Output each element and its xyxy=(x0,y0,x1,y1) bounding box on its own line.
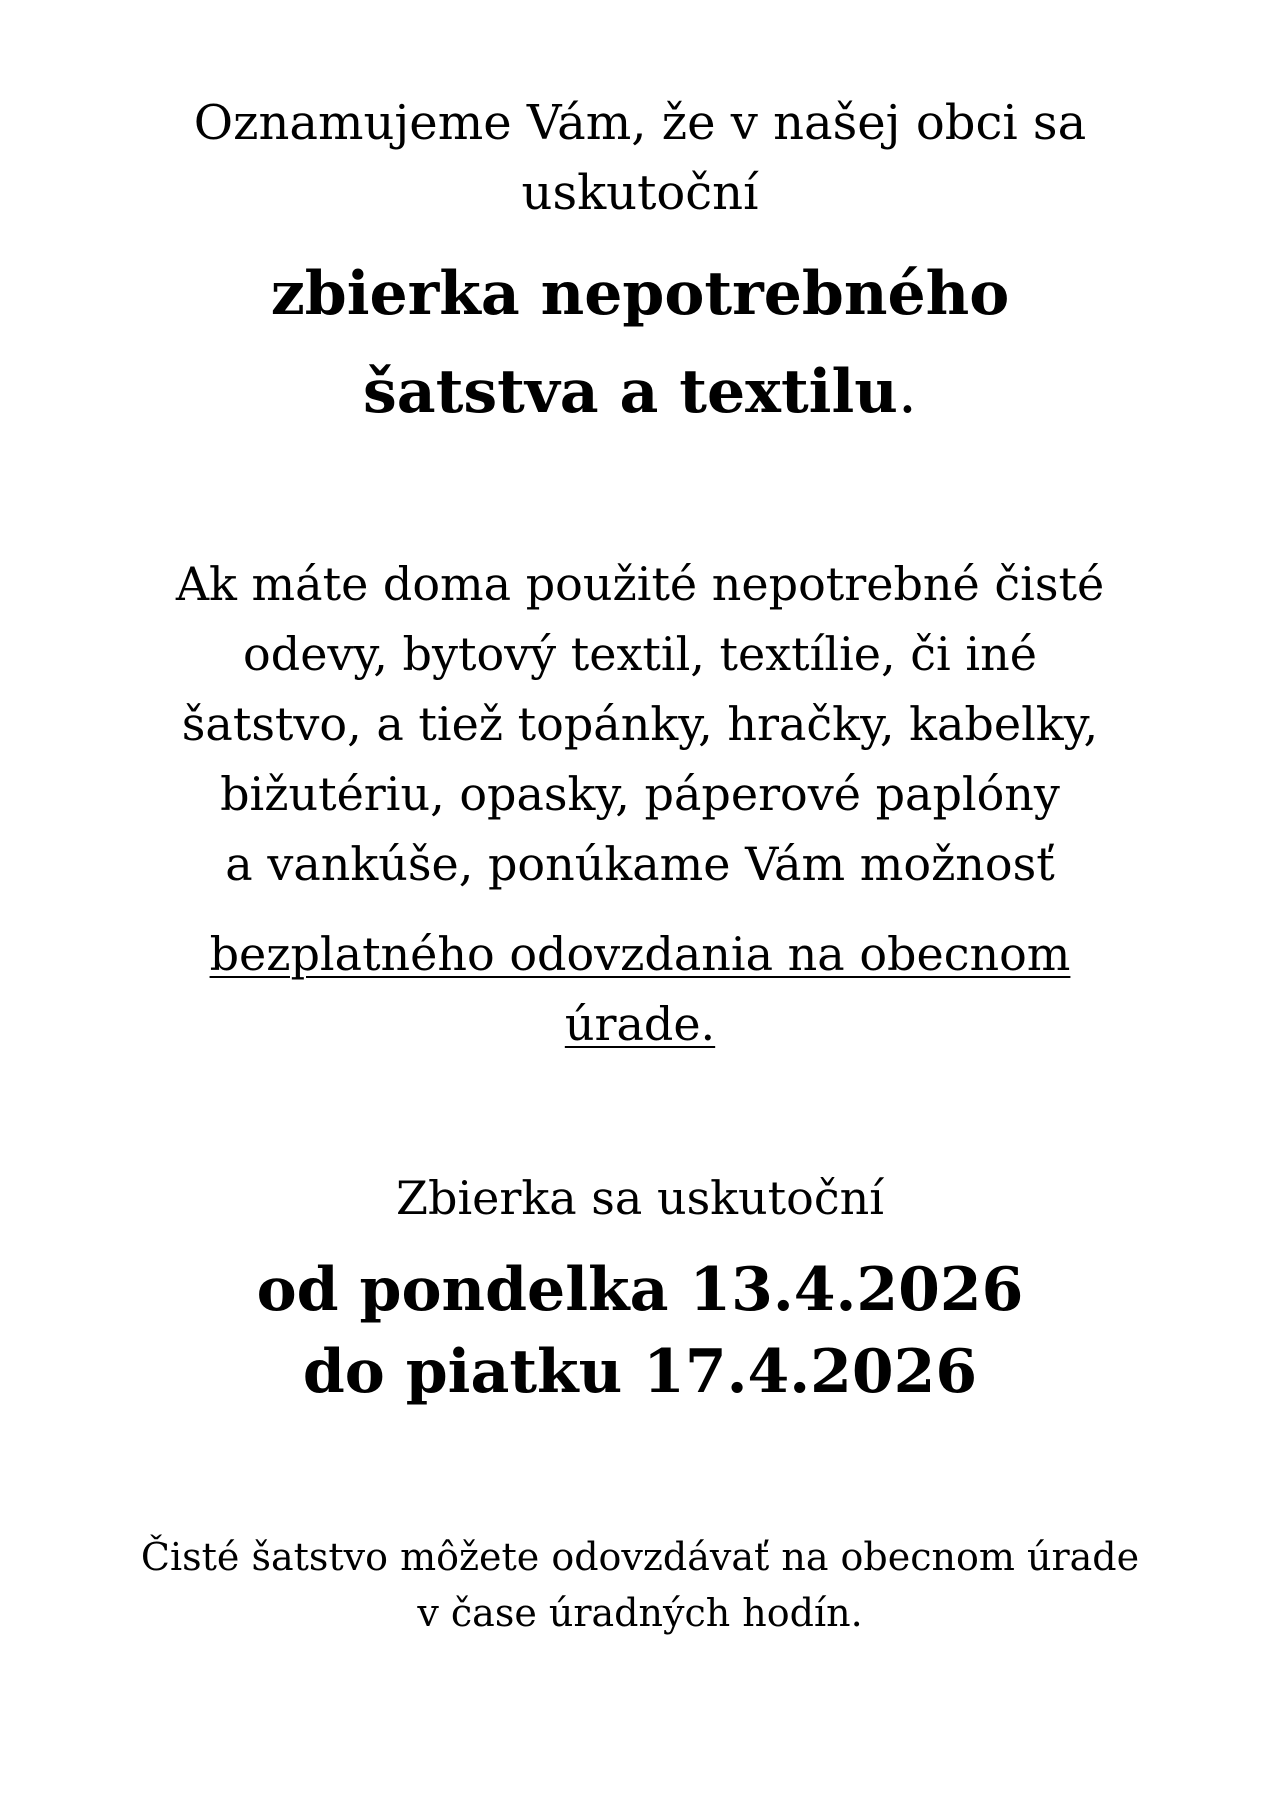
footer-line-1: Čisté šatstvo môžete odovzdávať na obecnom úrade xyxy=(140,1535,1140,1579)
offer-text-2: úrade. xyxy=(564,997,716,1051)
body-line-3: šatstvo, a tiež topánky, hračky, kabelky, xyxy=(181,697,1099,751)
headline-line-2 xyxy=(0,358,1280,427)
offer-text-1: bezplatného odovzdania na obecnom xyxy=(209,927,1071,981)
offer-line-2 xyxy=(0,998,1280,1051)
headline-period: . xyxy=(897,357,917,427)
body-line-1: Ak máte doma použité nepotrebné čisté xyxy=(175,557,1105,611)
body-line-4: bižutériu, opasky, páperové paplóny xyxy=(220,767,1060,821)
collection-intro: Zbierka sa uskutoční xyxy=(396,1171,884,1225)
footer-line-2: v čase úradných hodín. xyxy=(417,1591,863,1635)
offer-line-1 xyxy=(0,928,1280,981)
date-from: od pondelka 13.4.2026 xyxy=(256,1255,1024,1325)
body-line-2: odevy, bytový textil, textílie, či iné xyxy=(243,627,1037,681)
headline-text: šatstva a textilu xyxy=(363,357,898,427)
date-to: do piatku 17.4.2026 xyxy=(302,1337,978,1407)
body-line-5: a vankúše, ponúkame Vám možnosť xyxy=(225,837,1055,891)
intro-line-1: Oznamujeme Vám, že v našej obci sa xyxy=(193,95,1087,151)
headline-line-1: zbierka nepotrebného xyxy=(270,259,1010,329)
intro-line-2: uskutoční xyxy=(521,165,759,221)
